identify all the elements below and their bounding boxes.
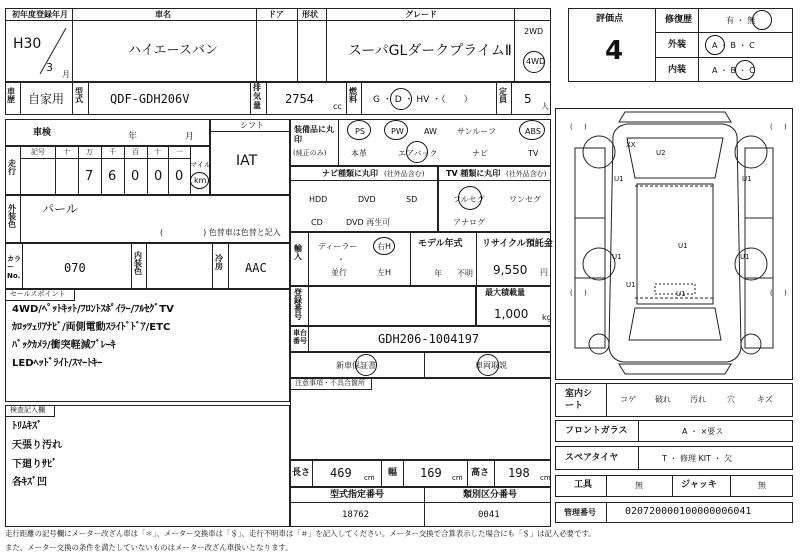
- interior-options: A ・ B ・ C: [712, 66, 755, 75]
- color-label: 外装色: [8, 204, 16, 229]
- seat-opt-burn: コゲ: [620, 395, 636, 404]
- capacity-label: 定員: [499, 87, 507, 104]
- wheel-bottom-right: [741, 334, 761, 354]
- equip-sunroof: サンルーフ: [457, 127, 496, 136]
- mark-u1-a: U1: [614, 175, 624, 183]
- tools-label: 工具: [574, 480, 593, 490]
- tv-sublabel: (社外品含む): [506, 170, 547, 178]
- length-label: 長さ: [292, 468, 311, 478]
- mark-u1-d: U1: [612, 253, 622, 261]
- sales-point-3: ﾊﾞｯｸｶﾒﾗ/衝突軽減ﾌﾞﾚｰｷ: [12, 340, 116, 351]
- slash-divider: [38, 26, 68, 76]
- wheel-front-right: [735, 136, 767, 168]
- exterior-options: A ・ B ・ C: [712, 41, 755, 50]
- inspection-line-3: 下廻りｻﾋﾞ: [12, 459, 57, 470]
- displacement-unit: cc: [333, 102, 342, 111]
- exterior-a-circle: [705, 35, 725, 55]
- equip-tv: TV: [528, 149, 539, 158]
- navi-dvd-play: DVD 再生可: [346, 218, 391, 227]
- navi-label: ナビ種類に丸印: [322, 169, 378, 178]
- sales-point-1: 4WD/ﾍﾟｯﾄｷｯﾄ/ﾌﾛﾝﾄｽﾎﾟｲﾗｰ/ﾌﾙｾｸﾞTV: [12, 304, 174, 315]
- roof: [637, 184, 713, 304]
- navi-hdd: HDD: [309, 195, 328, 204]
- capacity-unit: 人: [541, 102, 549, 111]
- mark-paren-close-4: ): [784, 289, 787, 297]
- category-value: 自家用: [28, 92, 65, 106]
- import-dot: ・: [337, 255, 345, 264]
- tv-fullseg: フルセグ: [453, 195, 485, 204]
- equip-ps-circle: [347, 120, 371, 140]
- place-label-4: 百: [132, 148, 139, 156]
- wheel-bottom-left: [589, 334, 609, 354]
- mileage-digit-0: 7: [85, 169, 94, 184]
- reg-number-label: 登録番号: [294, 288, 302, 321]
- rear-bumper: [619, 364, 731, 374]
- height-label: 高さ: [471, 468, 490, 478]
- first-reg-year: H30: [13, 36, 42, 52]
- fuel-diesel-circle: [390, 88, 412, 110]
- recycle-unit: 円: [540, 268, 548, 277]
- ac-value: AAC: [245, 261, 267, 275]
- notes-label: 注意事項・不具合箇所: [295, 379, 365, 387]
- equip-pw: PW: [391, 127, 404, 136]
- inspection-label: 検査記入欄: [10, 406, 45, 414]
- inspection-line-2: 天張り汚れ: [12, 440, 62, 451]
- warranty-block: [290, 352, 551, 378]
- front-bumper: [619, 112, 731, 122]
- max-load-label: 最大積載量: [485, 288, 525, 297]
- length-unit: cm: [364, 474, 375, 482]
- drive-2wd: 2WD: [524, 27, 544, 36]
- mark-paren-close-2: ): [784, 123, 787, 131]
- shaken-year-unit: 年: [128, 132, 138, 142]
- shaken-label: 車検: [33, 128, 52, 138]
- spare-options: T ・ 修理 KIT ・ 欠: [662, 454, 733, 463]
- mileage-digit-4: 0: [175, 169, 184, 184]
- mileage-label: 走行: [8, 159, 16, 176]
- repair-options: 有 ・ 無: [726, 16, 756, 25]
- glass-label: フロントガラス: [565, 426, 628, 436]
- place-label-5: 十: [154, 148, 161, 156]
- navi-sublabel: (社外品含む): [384, 170, 425, 178]
- mark-paren-open-1: (: [570, 123, 573, 131]
- seat-opt-tear: 破れ: [655, 395, 671, 404]
- rating-score: 4: [605, 36, 624, 66]
- mark-paren-close-1: ): [584, 123, 587, 131]
- fuel-label: 燃料: [349, 87, 357, 104]
- interior-color-label: 内装色: [134, 251, 142, 276]
- interior-label: 内装: [668, 65, 687, 75]
- notes-block: [290, 378, 551, 460]
- seat-opt-dirt: 汚れ: [690, 395, 706, 404]
- mark-u1-b: U1: [742, 175, 752, 183]
- place-label-0: 記号: [31, 148, 45, 156]
- glass-options: A ・ ×要ス: [682, 427, 724, 436]
- navi-dvd: DVD: [358, 195, 376, 204]
- class-no-value: 0041: [478, 510, 500, 520]
- place-label-1: 十: [63, 148, 70, 156]
- exterior-label: 外装: [668, 40, 687, 50]
- new-car-warranty-circle: [355, 354, 377, 376]
- mark-paren-open-4: (: [770, 289, 773, 297]
- sales-point-4: LEDﾍｯﾄﾞﾗｲﾄ/ｽﾏｰﾄｷｰ: [12, 358, 103, 369]
- month-unit: 月: [62, 70, 70, 79]
- max-load-unit: kg: [542, 313, 552, 322]
- grade-value: スーパGLダークプライムⅡ: [348, 43, 512, 59]
- category-label: 車歴: [7, 87, 15, 104]
- management-label: 管理番号: [564, 508, 596, 517]
- mark-xx: XX: [626, 141, 636, 149]
- unit-mile: マイル: [190, 161, 211, 169]
- displacement-value: 2754: [285, 92, 314, 106]
- shift-label: シフト: [240, 121, 264, 130]
- color-value: パール: [42, 202, 78, 216]
- place-label-6: 一: [176, 148, 183, 156]
- unit-km: km: [194, 176, 207, 185]
- first-reg-label: 初年度登録年月: [12, 10, 68, 19]
- footer-line-1: 走行距離の記号欄にメーター改ざん車は「＊」、メーター交換車は「＄」、走行不明車は「＃」を記入してください。メーター交換で合算表示した場合にも「＄」は記入必要です。: [5, 529, 596, 538]
- management-value: 020720000100000006041: [625, 506, 752, 517]
- equipment-sublabel: (純正のみ): [293, 149, 327, 157]
- tv-oneseg: ワンセグ: [509, 195, 541, 204]
- type-cert-label: 型式指定番号: [330, 490, 385, 500]
- jack-label: ジャッキ: [681, 480, 717, 490]
- height-unit: cm: [540, 474, 551, 482]
- seat-label: 室内シート: [565, 389, 593, 411]
- model-label: 型式: [75, 87, 83, 104]
- model-year-unit: 年: [434, 269, 442, 278]
- import-label: 輸入: [294, 244, 302, 261]
- vehicle-manual: 車両取説: [475, 361, 507, 370]
- equip-pw-circle: [384, 120, 408, 140]
- import-parallel: 並行: [331, 268, 347, 277]
- equipment-label: 装備品に丸印: [294, 125, 334, 144]
- tv-label: TV 種類に丸印: [446, 169, 501, 178]
- height-value: 198: [508, 466, 530, 480]
- mileage-digit-3: 0: [154, 169, 163, 184]
- max-load-value: 1,000: [494, 307, 529, 321]
- tv-analog: アナログ: [453, 218, 485, 227]
- spare-label: スペアタイヤ: [565, 453, 619, 463]
- model-value: QDF-GDH206V: [110, 92, 190, 106]
- door-label: ドア: [268, 10, 284, 19]
- jack-value: 無: [758, 481, 766, 490]
- length-value: 469: [330, 466, 352, 480]
- color-no-label: カラーNo.: [7, 255, 21, 280]
- shaken-month-unit: 月: [185, 132, 195, 142]
- equip-abs-circle: [519, 120, 545, 140]
- model-year-unknown: 不明: [457, 269, 473, 278]
- class-no-label: 類別区分番号: [463, 490, 518, 500]
- mark-paren-open-2: (: [770, 123, 773, 131]
- equip-aw: AW: [424, 127, 437, 136]
- equip-navi: ナビ: [472, 149, 488, 158]
- chassis-value: GDH206-1004197: [378, 332, 480, 346]
- mark-u1-c: U1: [678, 242, 688, 250]
- sales-points-label: セールスポイント: [10, 290, 66, 298]
- mark-u2: U2: [656, 149, 666, 157]
- repair-label: 修復歴: [665, 15, 693, 25]
- tools-value: 無: [635, 481, 643, 490]
- place-label-3: 千: [109, 148, 116, 156]
- interior-b-circle: [735, 60, 755, 80]
- recycle-label: リサイクル預託金: [482, 239, 553, 249]
- fuel-options: G ・ D ・ HV ・（ ）: [373, 95, 473, 105]
- vehicle-manual-circle: [477, 354, 499, 376]
- navi-sd: SD: [406, 195, 418, 204]
- rear-window: [629, 308, 721, 340]
- seat-opt-hole: 穴: [727, 395, 735, 404]
- inspection-line-4: 各ｷｽﾞ凹: [12, 477, 47, 488]
- grade-label: グレード: [405, 10, 437, 19]
- width-unit: cm: [452, 474, 463, 482]
- sales-point-2: ｶﾛｯﾂｪﾘｱﾅﾋﾞ/両側電動ｽﾗｲﾄﾞﾄﾞｱ/ETC: [12, 322, 171, 333]
- equip-leather: 本革: [351, 149, 367, 158]
- color-change-note: ( ) 色替車は色替と記入: [160, 228, 281, 237]
- reg-number-block: [290, 286, 476, 326]
- displacement-label: 排気量: [253, 83, 261, 110]
- mark-u1-f: U1: [626, 281, 636, 289]
- equip-airbag: エアバック: [398, 149, 438, 158]
- rating-label: 評価点: [596, 14, 624, 24]
- shift-value: IAT: [236, 153, 258, 169]
- car-name-label: 車名: [155, 10, 171, 19]
- mark-paren-close-3: ): [584, 289, 587, 297]
- car-name-value: ハイエースバン: [128, 43, 218, 58]
- import-right-hand: 右H: [377, 242, 392, 251]
- mark-u1-e: U1: [740, 253, 750, 261]
- chassis-label: 車台番号: [293, 329, 307, 346]
- mileage-digit-1: 6: [108, 169, 117, 184]
- vehicle-diagram: [555, 108, 793, 380]
- recycle-value: 9,550: [493, 263, 528, 277]
- model-year-label: モデル年式: [418, 239, 463, 249]
- import-dealer: ディーラー: [318, 242, 358, 251]
- mark-u1-g: U1: [676, 290, 686, 298]
- import-left-hand: 左H: [377, 268, 392, 277]
- footer-line-2: また、メーター交換の条件を満たしていないものはメーター改ざん車扱いとなります。: [5, 543, 293, 552]
- ac-label: 冷房: [215, 254, 223, 271]
- capacity-value: 5: [524, 92, 532, 106]
- type-cert-value: 18762: [342, 510, 370, 520]
- color-no-value: 070: [64, 261, 86, 275]
- wheel-front-left: [583, 136, 615, 168]
- mileage-digit-2: 0: [131, 169, 140, 184]
- drive-4wd: 4WD: [526, 57, 546, 66]
- repair-none-circle: [752, 10, 772, 30]
- new-car-warranty: 新車保証書: [336, 361, 376, 370]
- place-label-2: 万: [86, 148, 93, 156]
- right-hand-circle: [373, 237, 395, 255]
- windshield: [627, 138, 723, 178]
- equip-ps: PS: [355, 127, 365, 136]
- mark-paren-open-3: (: [570, 289, 573, 297]
- body-outline: [609, 124, 741, 362]
- unit-km-circle: [190, 172, 209, 189]
- navi-cd: CD: [311, 218, 323, 227]
- tv-fullseg-circle: [458, 186, 482, 210]
- shape-label: 形状: [302, 10, 318, 19]
- seat-opt-scratch: キズ: [757, 395, 773, 404]
- equip-abs: ABS: [525, 127, 541, 136]
- inspection-line-1: ﾄﾘﾑｷｽﾞ: [12, 421, 42, 432]
- first-reg-month: 3: [46, 61, 53, 74]
- drive-4wd-circle: [523, 51, 545, 73]
- equip-airbag-circle: [406, 141, 428, 163]
- width-label: 幅: [388, 468, 398, 478]
- width-value: 169: [420, 466, 442, 480]
